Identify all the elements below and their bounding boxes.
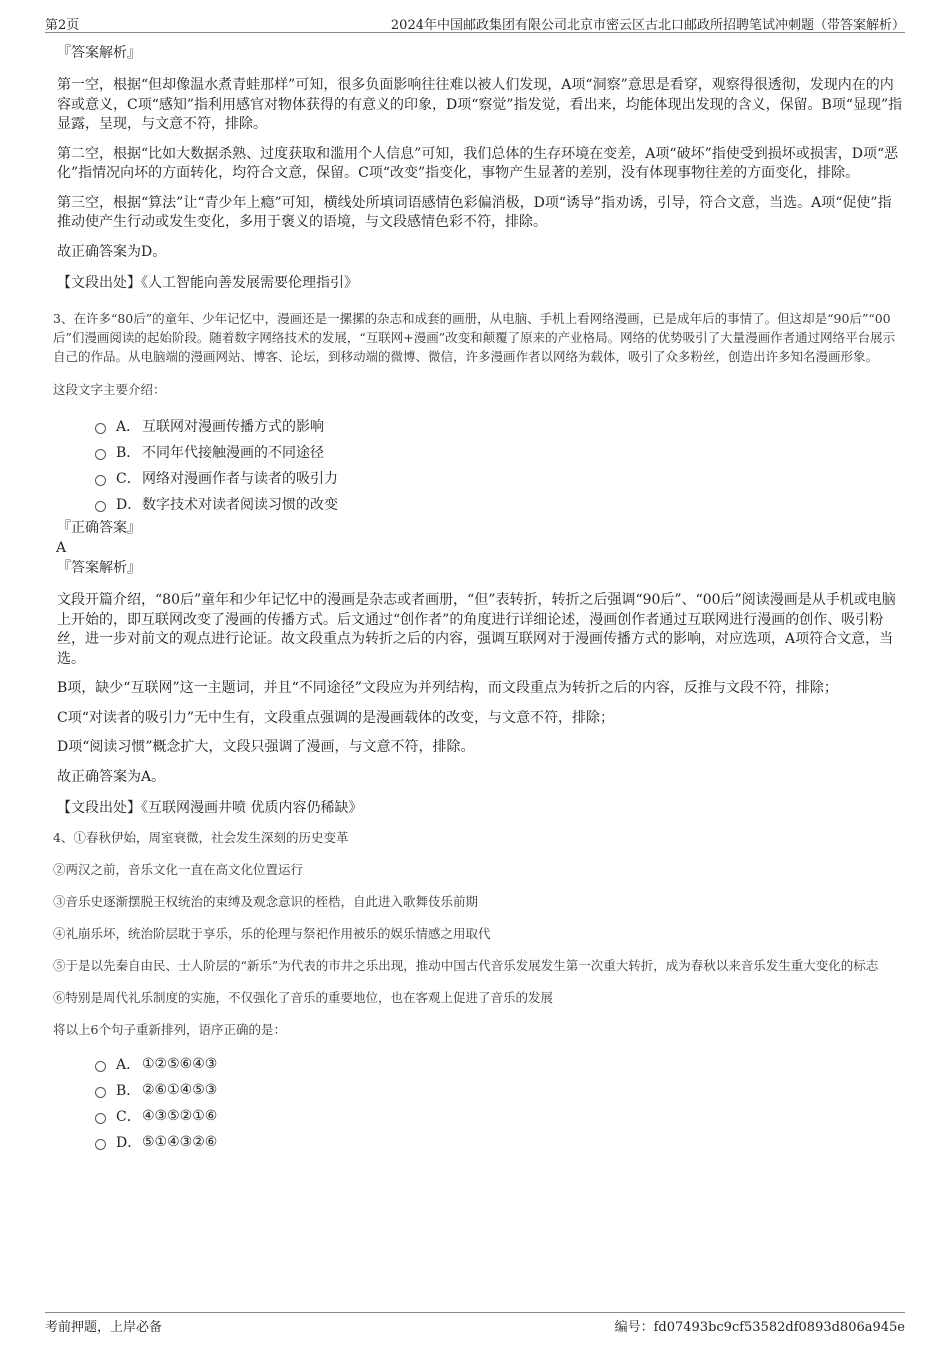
page-number: 第2页 <box>45 18 80 33</box>
radio-icon[interactable] <box>95 1087 106 1098</box>
radio-icon[interactable] <box>95 475 106 486</box>
analysis-paragraph-3: 第三空，根据“算法”让“青少年上瘾”可知，横线处所填词语感情色彩偏消极，D项“诱导”指劝诱，引导，符合文意，当选。A项“促使”指推动使产生行动或发生变化，多用于褒义的语境，与文段感情色彩不符，排除。 <box>57 194 892 230</box>
footer-slogan: 考前押题，上岸必备 <box>45 1320 163 1335</box>
option-text: ④③⑤②①⑥ <box>142 1108 218 1124</box>
option-text: 互联网对漫画传播方式的影响 <box>142 419 324 435</box>
analysis-paragraph-1: 第一空，根据“但却像温水煮青蛙那样”可知，很多负面影响往往难以被人们发现，A项“洞察”意思是看穿，观察得很透彻，发现内在的内容或意义，C项“感知”指利用感官对物体获得的有意义的印象，D项“察觉”指发觉，看出来，均能体现出发现的含义，保留。B项“显现”指显露，呈现，与文意不符，排除。 <box>57 77 903 132</box>
page-content <box>53 43 905 1155</box>
option-text: 网络对漫画作者与读者的吸引力 <box>142 471 338 487</box>
radio-icon[interactable] <box>95 449 106 460</box>
analysis-paragraph-3: C项“对读者的吸引力”无中生有，文段重点强调的是漫画载体的改变，与文意不符，排除； <box>57 709 615 726</box>
option-letter: D． <box>116 1135 142 1151</box>
analysis-paragraph-2: B项，缺少“互联网”这一主题词，并且“不同途径”文段应为并列结构，而文段重点为转折之后的内容，反推与文段不符，排除； <box>57 680 838 696</box>
question-4-options <box>57 1051 905 1155</box>
radio-icon[interactable] <box>95 1061 106 1072</box>
page-header <box>45 12 905 33</box>
option-text: ⑤①④③②⑥ <box>142 1134 218 1150</box>
option-letter: C． <box>116 1109 141 1125</box>
analysis-label: 『答案解析』 <box>57 560 141 576</box>
option-c[interactable] <box>57 1103 905 1129</box>
analysis-conclusion: 故正确答案为D。 <box>57 243 167 260</box>
passage-source: 【文段出处】《人工智能向善发展需要伦理指引》 <box>57 275 358 291</box>
passage-source: 【文段出处】《互联网漫画井喷 优质内容仍稀缺》 <box>57 800 363 816</box>
document-code: 编号：fd07493bc9cf53582df0893d806a945e <box>614 1320 905 1335</box>
radio-icon[interactable] <box>95 501 106 512</box>
analysis-conclusion: 故正确答案为A。 <box>57 768 166 785</box>
option-a[interactable] <box>57 413 905 439</box>
option-b[interactable] <box>57 1077 905 1103</box>
option-text: ①②⑤⑥④③ <box>142 1056 218 1072</box>
option-letter: A． <box>116 1057 141 1073</box>
option-c[interactable] <box>57 465 905 491</box>
option-letter: B． <box>116 445 141 461</box>
question-3-options <box>57 413 905 517</box>
question-3-passage: 3、在许多“80后”的童年、少年记忆中，漫画还是一摞摞的杂志和成套的画册，从电脑、手机上看网络漫画，已是成年后的事情了。但这却是“90后”“00后”们漫画阅读的起始阶段。随着数字网络技术的发展，“互联网+漫画”改变和颠覆了原来的产业格局。网络的优势吸引了大量漫画作者通过网络平台展示自己的作品。从电脑端的漫画网站、博客、论坛，到移动端的微博、微信，许多漫画作者以网络为载体，吸引了众多粉丝，创造出许多知名漫画形象。 <box>53 311 896 364</box>
question-4-sentence-6: ⑥特别是周代礼乐制度的实施，不仅强化了音乐的重要地位，也在客观上促进了音乐的发展 <box>53 990 554 1005</box>
analysis-label: 『答案解析』 <box>57 45 141 61</box>
question-4-sentence-4: ④礼崩乐坏，统治阶层耽于享乐，乐的伦理与祭祀作用被乐的娱乐情感之用取代 <box>53 926 491 941</box>
page-footer <box>45 1312 905 1335</box>
correct-answer: A <box>56 540 67 556</box>
analysis-paragraph-2: 第二空，根据“比如大数据杀熟、过度获取和滥用个人信息”可知，我们总体的生存环境在变差，A项“破坏”指使受到损坏或损害，D项“恶化”指情况向坏的方面转化，均符合文意，保留。C项“改变”指变化，事物产生显著的差别，没有体现事物往差的方面变化，排除。 <box>57 145 899 181</box>
question-4-prompt: 将以上6个句子重新排列，语序正确的是： <box>53 1022 286 1037</box>
option-text: ②⑥①④⑤③ <box>142 1082 218 1098</box>
question-4-sentence-2: ②两汉之前，音乐文化一直在高文化位置运行 <box>53 862 304 877</box>
option-text: 不同年代接触漫画的不同途径 <box>142 445 324 461</box>
radio-icon[interactable] <box>95 1139 106 1150</box>
option-letter: A． <box>116 419 141 435</box>
question-3-prompt: 这段文字主要介绍： <box>53 382 166 397</box>
option-letter: B． <box>116 1083 141 1099</box>
question-4-sentence-3: ③音乐史逐渐摆脱王权统治的束缚及观念意识的桎梏，自此进入歌舞伎乐前期 <box>53 894 479 909</box>
option-d[interactable] <box>57 491 905 517</box>
option-text: 数字技术对读者阅读习惯的改变 <box>142 497 338 513</box>
option-b[interactable] <box>57 439 905 465</box>
radio-icon[interactable] <box>95 1113 106 1124</box>
question-4-sentence-1: 4、①春秋伊始，周室衰微，社会发生深刻的历史变革 <box>53 830 349 845</box>
document-title: 2024年中国邮政集团有限公司北京市密云区古北口邮政所招聘笔试冲刺题（带答案解析） <box>390 18 905 33</box>
option-d[interactable] <box>57 1129 905 1155</box>
radio-icon[interactable] <box>95 423 106 434</box>
analysis-paragraph-1: 文段开篇介绍，“80后”童年和少年记忆中的漫画是杂志或者画册，“但”表转折，转折之后强调“90后”、“00后”阅读漫画是从手机或电脑上开始的，即互联网改变了漫画的传播方式。后文通过“创作者”的角度进行详细论述，漫画创作者通过互联网进行漫画的创作、吸引粉丝，进一步对前文的观点进行论证。故文段重点为转折之后的内容，强调互联网对于漫画传播方式的影响，对应选项，A项符合文意，当选。 <box>57 592 896 667</box>
analysis-paragraph-4: D项“阅读习惯”概念扩大，文段只强调了漫画，与文意不符，排除。 <box>57 739 475 755</box>
option-letter: C． <box>116 471 141 487</box>
question-4-sentence-5: ⑤于是以先秦自由民、士人阶层的“新乐”为代表的市井之乐出现，推动中国古代音乐发展发生第一次重大转折，成为春秋以来音乐发生重大变化的标志 <box>53 958 879 973</box>
option-a[interactable] <box>57 1051 905 1077</box>
option-letter: D． <box>116 497 142 513</box>
correct-answer-label: 『正确答案』 <box>57 520 141 536</box>
